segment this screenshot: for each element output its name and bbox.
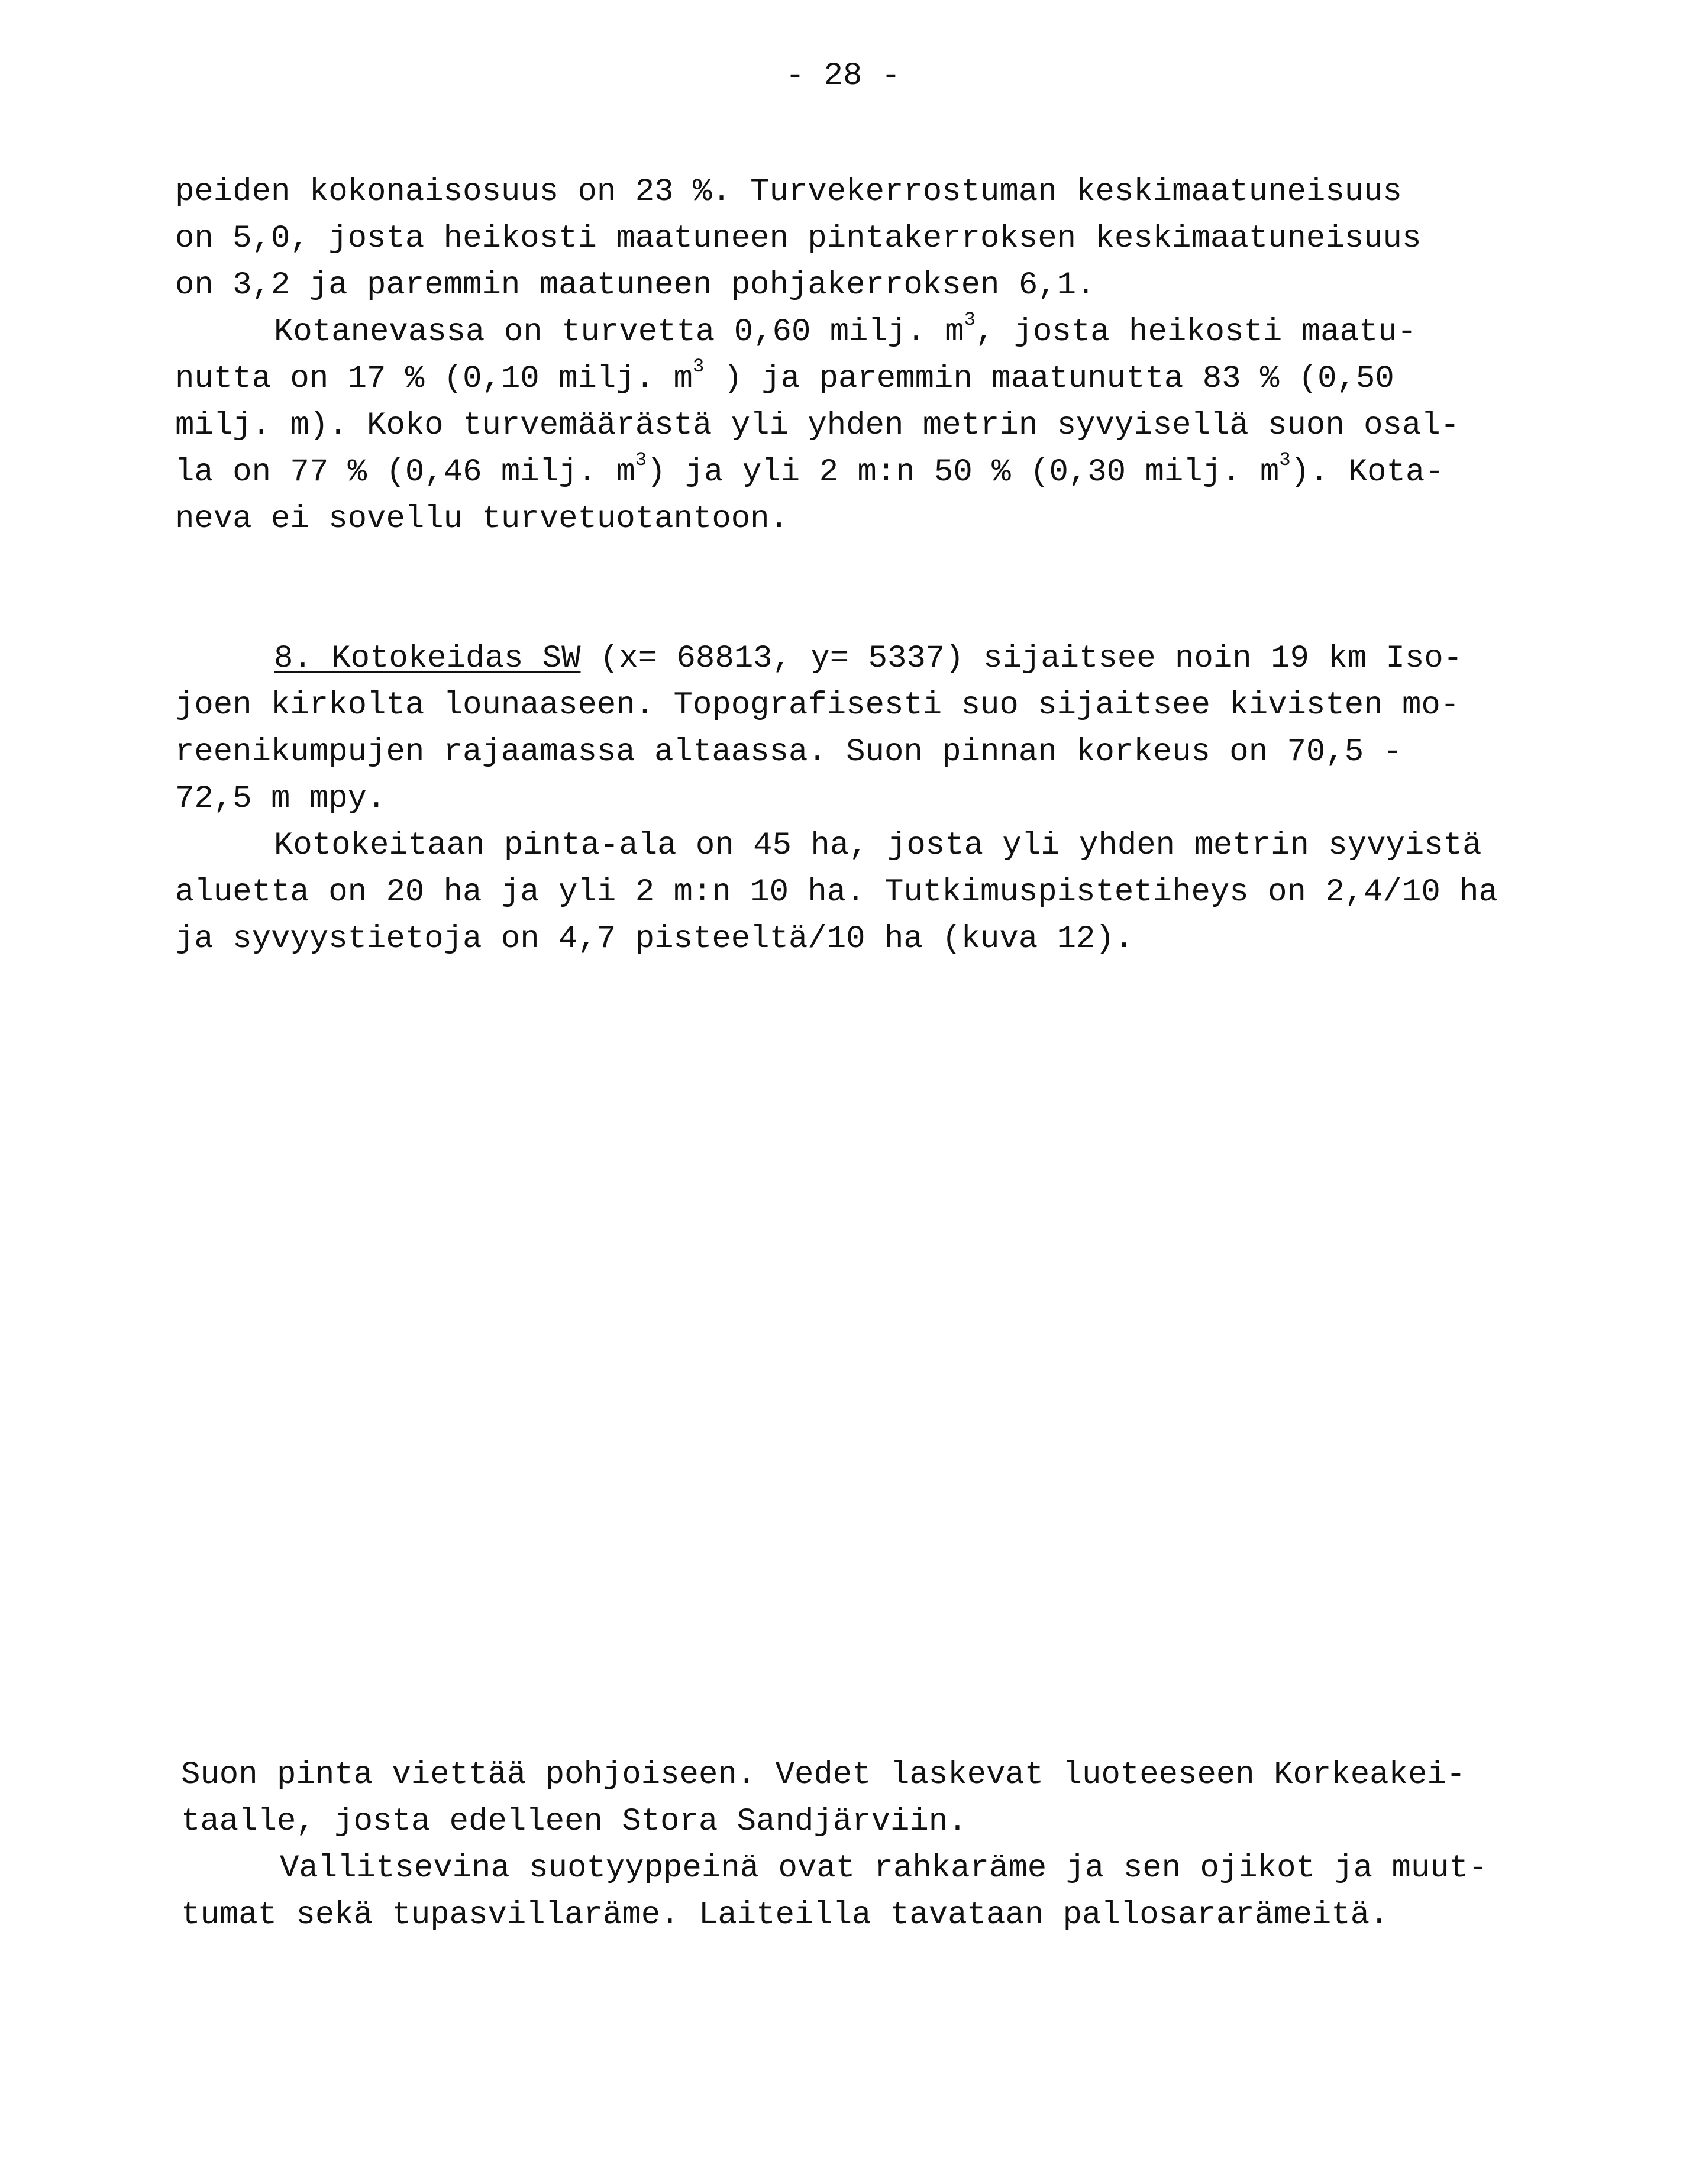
section-heading: 8. Kotokeidas SW: [274, 641, 581, 677]
page-number: - 28 -: [785, 58, 901, 94]
text-line: tumat sekä tupasvillaräme. Laiteilla tavataan pallosararämeitä.: [181, 1897, 1389, 1933]
superscript: 3: [692, 356, 705, 377]
text-line: neva ei sovellu turvetuotantoon.: [175, 501, 789, 537]
superscript: 3: [1279, 449, 1291, 471]
text-line: [175, 449, 1459, 496]
text-line: [175, 309, 1459, 356]
section-8-paragraph: [175, 635, 1498, 962]
text-line: peiden kokonaisosuus on 23 %. Turvekerrostuman keskimaatuneisuus: [175, 174, 1402, 210]
section-7-end-paragraph: [175, 169, 1459, 542]
superscript: 3: [964, 309, 976, 331]
text-fragment: (x= 68813, y= 5337) sijaitsee noin 19 km Iso-: [580, 641, 1463, 677]
text-line: [175, 356, 1459, 402]
text-line: aluetta on 20 ha ja yli 2 m:n 10 ha. Tutkimuspistetiheys on 2,4/10 ha: [175, 874, 1498, 910]
text-fragment: ) ja paremmin maatunutta 83 % (0,50: [704, 361, 1394, 397]
text-line: joen kirkolta lounaaseen. Topografisesti suo sijaitsee kivisten mo-: [175, 687, 1460, 723]
text-line: ja syvyystietoja on 4,7 pisteeltä/10 ha (kuva 12).: [175, 921, 1134, 957]
text-line: reenikumpujen rajaamassa altaassa. Suon pinnan korkeus on 70,5 -: [175, 734, 1402, 770]
text-fragment: ) ja yli 2 m:n 50 % (0,30 milj. m: [646, 454, 1280, 490]
text-line: Vallitsevina suotyyppeinä ovat rahkaräme ja sen ojikot ja muut-: [280, 1850, 1488, 1886]
text-line: on 3,2 ja paremmin maatuneen pohjakerroksen 6,1.: [175, 267, 1096, 303]
text-line: Suon pinta viettää pohjoiseen. Vedet laskevat luoteeseen Korkeakei-: [181, 1757, 1466, 1793]
text-line: on 5,0, josta heikosti maatuneen pintakerroksen keskimaatuneisuus: [175, 221, 1422, 257]
text-fragment: la on 77 % (0,46 milj. m: [175, 454, 635, 490]
text-fragment: ). Kota-: [1290, 454, 1444, 490]
text-fragment: Kotanevassa on turvetta 0,60 milj. m: [274, 314, 964, 350]
text-fragment: nutta on 17 % (0,10 milj. m: [175, 361, 693, 397]
text-line: 72,5 m mpy.: [175, 781, 386, 817]
text-line: milj. m). Koko turvemäärästä yli yhden metrin syvyisellä suon osal-: [175, 408, 1460, 444]
superscript: 3: [635, 449, 647, 471]
text-line: Kotokeitaan pinta-ala on 45 ha, josta yli yhden metrin syvyistä: [274, 828, 1482, 864]
section-8-continued-paragraph: [181, 1752, 1488, 1939]
text-line: taalle, josta edelleen Stora Sandjärviin.: [181, 1804, 967, 1840]
text-line: [175, 635, 1498, 682]
text-fragment: , josta heikosti maatu-: [975, 314, 1417, 350]
